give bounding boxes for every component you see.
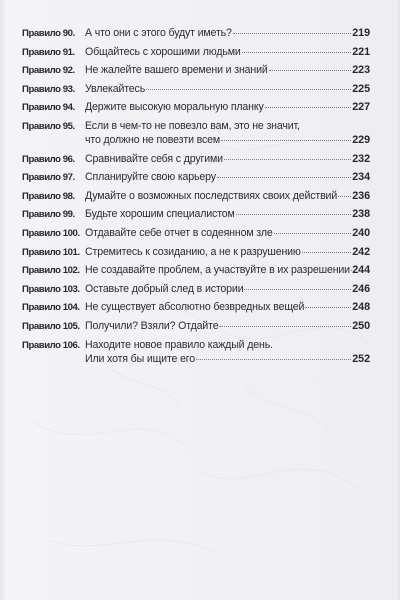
rule-title: Если в чем-то не повезло вам, это не значит, xyxy=(85,119,300,132)
rule-label: Правило 103. xyxy=(22,283,80,295)
toc-entry-row xyxy=(22,45,370,59)
rule-label: Правило 104. xyxy=(22,302,80,314)
page-number: 221 xyxy=(352,45,370,58)
rule-title: Спланируйте свою карьеру xyxy=(85,171,216,184)
toc-entry-row xyxy=(22,170,370,184)
toc-entry xyxy=(22,300,370,314)
toc-entry xyxy=(22,338,370,366)
rule-title: Оставьте добрый след в истории xyxy=(85,282,244,295)
page-number: 225 xyxy=(352,82,370,95)
dot-leader xyxy=(338,196,351,197)
dot-leader xyxy=(269,70,352,71)
rule-label: Правило 102. xyxy=(22,265,80,277)
rule-label: Правило 95. xyxy=(22,120,75,132)
page-number: 244 xyxy=(352,264,370,277)
page-number: 242 xyxy=(352,245,370,258)
dot-leader xyxy=(305,307,351,308)
toc-entry-row xyxy=(22,338,370,352)
toc-entry xyxy=(22,226,370,240)
dot-leader xyxy=(217,177,351,178)
page-number: 236 xyxy=(352,189,370,202)
toc-entry xyxy=(22,189,370,203)
rule-title: А что они с этого будут иметь? xyxy=(85,27,232,39)
page-number: 246 xyxy=(352,282,370,295)
page-number: 229 xyxy=(352,133,370,146)
toc-entry-row xyxy=(22,189,370,203)
page-number: 240 xyxy=(352,226,370,239)
dot-leader xyxy=(244,289,351,290)
page-number: 250 xyxy=(352,319,370,332)
toc-entry-row xyxy=(22,100,370,114)
toc-entry xyxy=(22,63,370,77)
toc-entry-row xyxy=(22,245,370,259)
toc-entry-row xyxy=(22,207,370,221)
dot-leader xyxy=(274,233,352,234)
toc-entry-continuation xyxy=(22,133,370,147)
page-number: 252 xyxy=(352,352,370,365)
page-number: 248 xyxy=(352,301,370,314)
rule-label: Правило 100. xyxy=(22,227,80,239)
rule-title: Общайтесь с хорошими людьми xyxy=(85,45,241,58)
dot-leader xyxy=(146,89,351,90)
toc-entry xyxy=(22,282,370,296)
dot-leader xyxy=(219,326,351,327)
rule-title: Думайте о возможных последствиях своих действий xyxy=(85,189,338,202)
toc-entry xyxy=(22,152,370,166)
rule-title: Не жалейте вашего времени и знаний xyxy=(85,64,268,77)
dot-leader xyxy=(265,107,352,108)
toc-entry-row xyxy=(22,282,370,296)
rule-title: что должно не повезти всем xyxy=(85,133,221,146)
toc-entry xyxy=(22,26,370,40)
rule-title: Получили? Взяли? Отдайте xyxy=(85,319,219,332)
rule-label: Правило 101. xyxy=(22,246,80,258)
rule-label: Правило 92. xyxy=(22,65,75,77)
rule-title: Будьте хорошим специалистом xyxy=(85,208,235,221)
rule-title: Не существует абсолютно безвредных вещей xyxy=(85,301,305,314)
toc-entry xyxy=(22,263,370,277)
toc-entry-row xyxy=(22,152,370,166)
toc-entry-row xyxy=(22,319,370,333)
rule-label: Правило 105. xyxy=(22,320,80,332)
rule-title: Или хотя бы ищите его xyxy=(85,352,196,365)
rule-title: Держите высокую моральную планку xyxy=(85,101,264,114)
rule-label: Правило 106. xyxy=(22,339,80,351)
rule-title: Отдавайте себе отчет в содеянном зле xyxy=(85,226,273,239)
rule-label: Правило 96. xyxy=(22,153,75,165)
page-number: 223 xyxy=(352,64,370,77)
toc-entry xyxy=(22,119,370,147)
dot-leader xyxy=(233,33,352,34)
toc-entry-row xyxy=(22,63,370,77)
toc-entry xyxy=(22,170,370,184)
page-number: 234 xyxy=(352,171,370,184)
rule-title: Сравнивайте себя с другими xyxy=(85,152,223,165)
rule-title: Находите новое правило каждый день. xyxy=(85,338,273,351)
rule-label: Правило 93. xyxy=(22,83,75,95)
page-number: 238 xyxy=(352,208,370,221)
dot-leader xyxy=(221,140,351,141)
rule-label: Правило 90. xyxy=(22,28,75,39)
page-number: 227 xyxy=(352,101,370,114)
dot-leader xyxy=(224,159,351,160)
toc-entry xyxy=(22,245,370,259)
page-number: 219 xyxy=(352,27,370,39)
toc-entry-row xyxy=(22,300,370,314)
rule-label: Правило 91. xyxy=(22,46,75,58)
rule-title: Стремитесь к созиданию, а не к разрушению xyxy=(85,245,301,258)
rule-label: Правило 97. xyxy=(22,172,75,184)
toc-entry-continuation xyxy=(22,352,370,366)
dot-leader xyxy=(302,252,352,253)
toc-entry-row xyxy=(22,226,370,240)
dot-leader xyxy=(196,359,351,360)
page-number: 232 xyxy=(352,152,370,165)
toc-entry xyxy=(22,45,370,59)
rule-label: Правило 94. xyxy=(22,102,75,114)
rule-title: Не создавайте проблем, а участвуйте в их разрешении xyxy=(85,264,350,277)
rule-label: Правило 98. xyxy=(22,190,75,202)
toc-entry xyxy=(22,207,370,221)
toc-entry xyxy=(22,319,370,333)
table-of-contents xyxy=(22,26,370,370)
toc-entry-row xyxy=(22,263,370,277)
toc-entry-row xyxy=(22,82,370,96)
rule-title: Увлекайтесь xyxy=(85,82,146,95)
dot-leader xyxy=(242,52,352,53)
spine-shadow xyxy=(0,0,6,600)
dot-leader xyxy=(236,214,352,215)
toc-entry xyxy=(22,100,370,114)
toc-entry-row xyxy=(22,26,370,40)
rule-label: Правило 99. xyxy=(22,209,75,221)
toc-entry xyxy=(22,82,370,96)
toc-entry-row xyxy=(22,119,370,133)
